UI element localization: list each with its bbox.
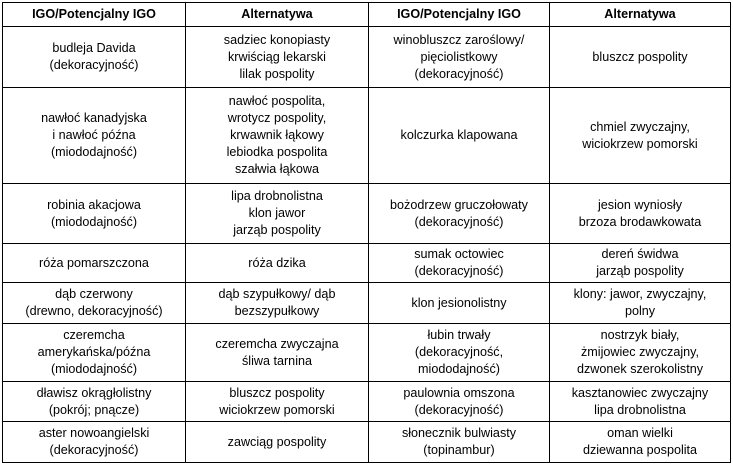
alternative-cell bbox=[186, 27, 369, 88]
alternative-cell bbox=[550, 27, 731, 88]
cell-text-line: (dekoracyjność, bbox=[414, 345, 504, 359]
alternative-cell bbox=[550, 88, 731, 184]
cell-text-line: bezszypułkowy bbox=[234, 304, 320, 318]
cell-text-line: lipa drobnolistna bbox=[231, 189, 323, 203]
igo-cell bbox=[3, 324, 186, 382]
cell-text-line: (dekoracyjność) bbox=[414, 402, 504, 417]
cell-text-line: dąb czerwony bbox=[55, 287, 133, 301]
cell-text-line: (dekoracyjność) bbox=[49, 443, 139, 457]
igo-cell bbox=[3, 88, 186, 184]
cell-text-line: dziewanna pospolita bbox=[582, 443, 698, 457]
cell-text-line: róża dzika bbox=[248, 255, 306, 270]
table-row bbox=[3, 244, 731, 283]
igo-cell bbox=[369, 324, 550, 382]
cell-text-line: (miododajność) bbox=[50, 362, 138, 376]
cell-text-line: bluszcz pospolity bbox=[229, 385, 325, 400]
igo-cell bbox=[369, 382, 550, 422]
cell-text-line: budleja Davida bbox=[52, 41, 136, 55]
header-igo-2: IGO/Potencjalny IGO bbox=[369, 3, 550, 27]
cell-text-line: dereń świdwa bbox=[601, 247, 679, 261]
alternative-cell bbox=[186, 324, 369, 382]
cell-text-line: róża pomarszczona bbox=[39, 255, 149, 270]
alternative-cell bbox=[550, 244, 731, 283]
cell-text-line: brzoza brodawkowata bbox=[578, 214, 702, 229]
table-body bbox=[3, 27, 731, 463]
table-row bbox=[3, 88, 731, 184]
cell-text-line: dławisz okrągłolistny bbox=[36, 385, 152, 400]
cell-text-line: lilak pospolity bbox=[239, 66, 315, 81]
cell-text-line: krwiściąg lekarski bbox=[228, 49, 326, 64]
alternative-cell bbox=[186, 88, 369, 184]
cell-text-line: kolczurka klapowana bbox=[400, 128, 518, 142]
cell-text-line: lebiodka pospolita bbox=[226, 145, 328, 159]
igo-cell bbox=[3, 27, 186, 88]
cell-text-line: kasztanowiec zwyczajny bbox=[571, 385, 709, 400]
igo-cell bbox=[3, 283, 186, 324]
cell-text-line: jarząb pospolity bbox=[596, 264, 684, 278]
alternative-cell bbox=[550, 184, 731, 244]
igo-cell bbox=[3, 184, 186, 244]
cell-text-line: aster nowoangielski bbox=[38, 426, 150, 440]
cell-text-line: winobluszcz zaroślowy/ bbox=[393, 32, 525, 47]
cell-text-line: nostrzyk biały, bbox=[600, 328, 680, 342]
cell-text-line: szałwia łąkowa bbox=[235, 162, 319, 176]
alternative-cell bbox=[186, 382, 369, 422]
alternative-cell bbox=[550, 382, 731, 422]
igo-cell bbox=[369, 283, 550, 324]
igo-cell bbox=[369, 422, 550, 463]
igo-cell bbox=[369, 184, 550, 244]
cell-text-line: i nawłoć późna bbox=[52, 128, 136, 142]
igo-cell bbox=[369, 27, 550, 88]
alternative-cell bbox=[186, 422, 369, 463]
cell-text-line: robinia akacjowa bbox=[47, 197, 141, 212]
cell-text-line: (dekoracyjność) bbox=[414, 264, 504, 278]
cell-text-line: paulownia omszona bbox=[403, 385, 515, 400]
cell-text-line: jarząb pospolity bbox=[233, 223, 321, 237]
igo-cell bbox=[369, 244, 550, 283]
cell-text-line: bluszcz pospolity bbox=[592, 49, 688, 64]
igo-cell bbox=[3, 382, 186, 422]
cell-text-line: słonecznik bulwiasty bbox=[401, 426, 517, 440]
header-alternative-2: Alternatywa bbox=[550, 3, 731, 27]
cell-text-line: (dekoracyjność) bbox=[414, 214, 504, 229]
cell-text-line: klon jawor bbox=[248, 206, 306, 220]
alternative-cell bbox=[550, 324, 731, 382]
cell-text-line: klony: jawor, zwyczajny, bbox=[573, 287, 707, 301]
cell-text-line: (dekoracyjność) bbox=[49, 58, 139, 72]
igo-cell bbox=[369, 88, 550, 184]
cell-text-line: czeremcha bbox=[63, 328, 125, 342]
cell-text-line: (dekoracyjność) bbox=[414, 66, 504, 81]
header-alternative-1: Alternatywa bbox=[186, 3, 369, 27]
alternative-cell bbox=[550, 422, 731, 463]
cell-text-line: dąb szypułkowy/ dąb bbox=[218, 287, 336, 301]
cell-text-line: (miododajność) bbox=[50, 145, 138, 159]
igo-cell bbox=[3, 422, 186, 463]
alternative-cell bbox=[186, 283, 369, 324]
cell-text-line: oman wielki bbox=[607, 426, 673, 440]
cell-text-line: chmiel zwyczajny, bbox=[590, 119, 690, 134]
table-row bbox=[3, 283, 731, 324]
cell-text-line: wiciokrzew pomorski bbox=[582, 136, 698, 151]
species-alternatives-table bbox=[2, 2, 731, 463]
cell-text-line: (topinambur) bbox=[423, 443, 495, 457]
cell-text-line: bożodrzew gruczołowaty bbox=[390, 197, 528, 212]
table-row bbox=[3, 27, 731, 88]
cell-text-line: (pokrój; pnącze) bbox=[48, 402, 140, 417]
table-header-row bbox=[3, 3, 731, 27]
cell-text-line: nawłoć kanadyjska bbox=[41, 111, 147, 125]
header-igo-1: IGO/Potencjalny IGO bbox=[3, 3, 186, 27]
cell-text-line: miododajność) bbox=[418, 362, 500, 376]
table-row bbox=[3, 324, 731, 382]
cell-text-line: lipa drobnolistna bbox=[594, 402, 686, 417]
cell-text-line: wrotycz pospolity, bbox=[227, 111, 327, 125]
cell-text-line: jesion wyniosły bbox=[598, 197, 682, 212]
cell-text-line: (drewno, dekoracyjność) bbox=[25, 304, 163, 318]
cell-text-line: (miododajność) bbox=[50, 214, 138, 229]
table-row bbox=[3, 422, 731, 463]
cell-text-line: polny bbox=[624, 304, 656, 318]
cell-text-line: łubin trwały bbox=[427, 328, 491, 342]
cell-text-line: krwawnik łąkowy bbox=[230, 128, 324, 142]
cell-text-line: śliwa tarnina bbox=[242, 353, 312, 368]
cell-text-line: sumak octowiec bbox=[414, 247, 504, 261]
cell-text-line: amerykańska/późna bbox=[37, 345, 151, 359]
table-row bbox=[3, 184, 731, 244]
cell-text-line: wiciokrzew pomorski bbox=[219, 402, 335, 417]
alternative-cell bbox=[550, 283, 731, 324]
table-row bbox=[3, 382, 731, 422]
cell-text-line: zawciąg pospolity bbox=[227, 434, 327, 449]
cell-text-line: sadziec konopiasty bbox=[223, 32, 331, 47]
igo-cell bbox=[3, 244, 186, 283]
cell-text-line: dzwonek szerokolistny bbox=[577, 362, 703, 376]
cell-text-line: czeremcha zwyczajna bbox=[215, 336, 339, 351]
cell-text-line: nawłoć pospolita, bbox=[228, 94, 326, 108]
cell-text-line: klon jesionolistny bbox=[411, 295, 507, 310]
cell-text-line: pięciolistkowy bbox=[420, 49, 498, 64]
alternative-cell bbox=[186, 244, 369, 283]
cell-text-line: żmijowiec zwyczajny, bbox=[580, 345, 700, 359]
alternative-cell bbox=[186, 184, 369, 244]
